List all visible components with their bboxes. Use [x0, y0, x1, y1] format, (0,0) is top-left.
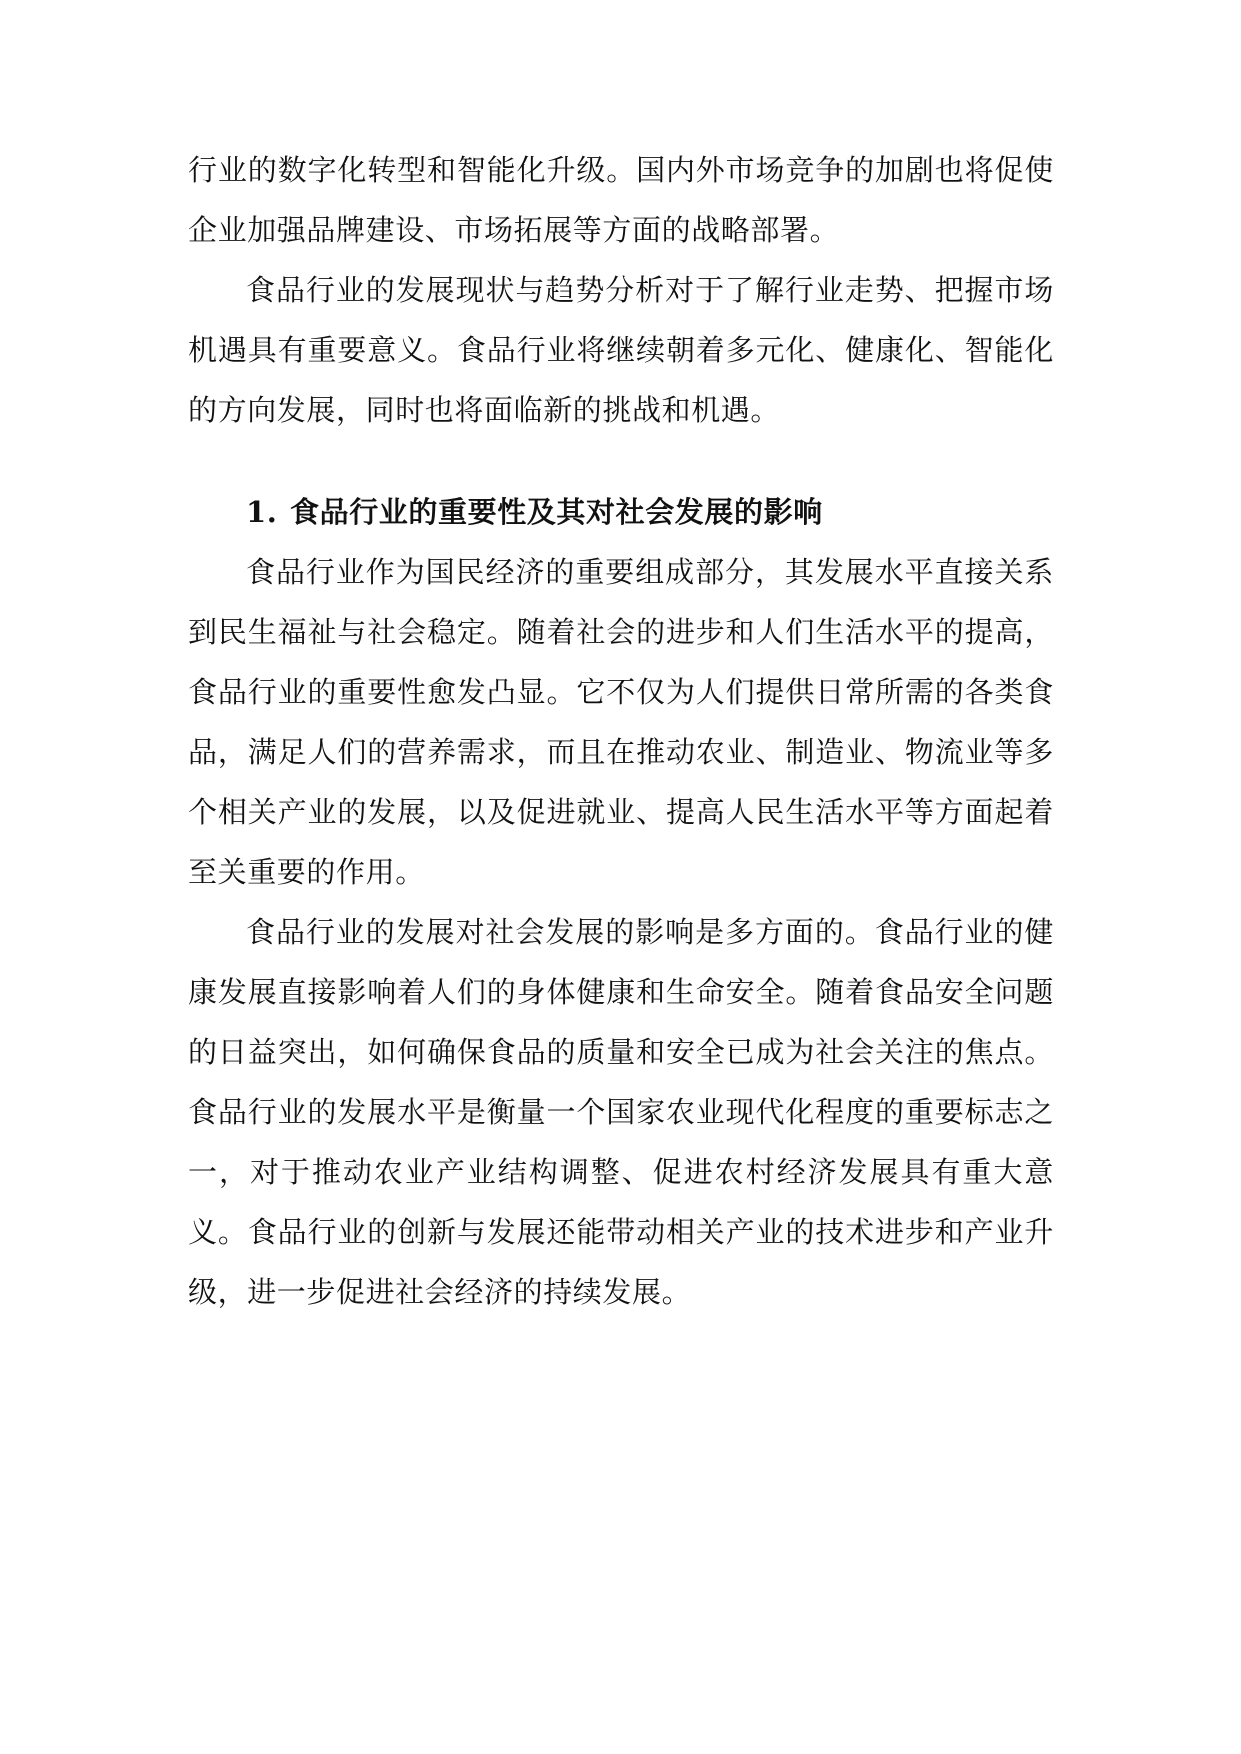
section-number: 1. — [246, 495, 278, 529]
section-title: 食品行业的重要性及其对社会发展的影响 — [290, 495, 823, 529]
paragraph-trend-summary: 食品行业的发展现状与趋势分析对于了解行业走势、把握市场机遇具有重要意义。食品行业将继续朝着多元化、健康化、智能化的方向发展，同时也将面临新的挑战和机遇。 — [188, 273, 1054, 427]
paragraph-social-impact: 食品行业的发展对社会发展的影响是多方面的。食品行业的健康发展直接影响着人们的身体健康和生命安全。随着食品安全问题的日益突出，如何确保食品的质量和安全已成为社会关注的焦点。食品行业的发展水平是衡量一个国家农业现代化程度的重要标志之一，对于推动农业产业结构调整、促进农村经济发展具有重大意义。食品行业的创新与发展还能带动相关产业的技术进步和产业升级，进一步促进社会经济的持续发展。 — [188, 915, 1054, 1309]
page-content — [188, 140, 1054, 1322]
section-heading — [188, 482, 1054, 542]
paragraph-importance: 食品行业作为国民经济的重要组成部分，其发展水平直接关系到民生福祉与社会稳定。随着社会的进步和人们生活水平的提高，食品行业的重要性愈发凸显。它不仅为人们提供日常所需的各类食品，满足人们的营养需求，而且在推动农业、制造业、物流业等多个相关产业的发展，以及促进就业、提高人民生活水平等方面起着至关重要的作用。 — [188, 555, 1054, 889]
paragraph-continued: 行业的数字化转型和智能化升级。国内外市场竞争的加剧也将促使企业加强品牌建设、市场拓展等方面的战略部署。 — [188, 153, 1054, 247]
